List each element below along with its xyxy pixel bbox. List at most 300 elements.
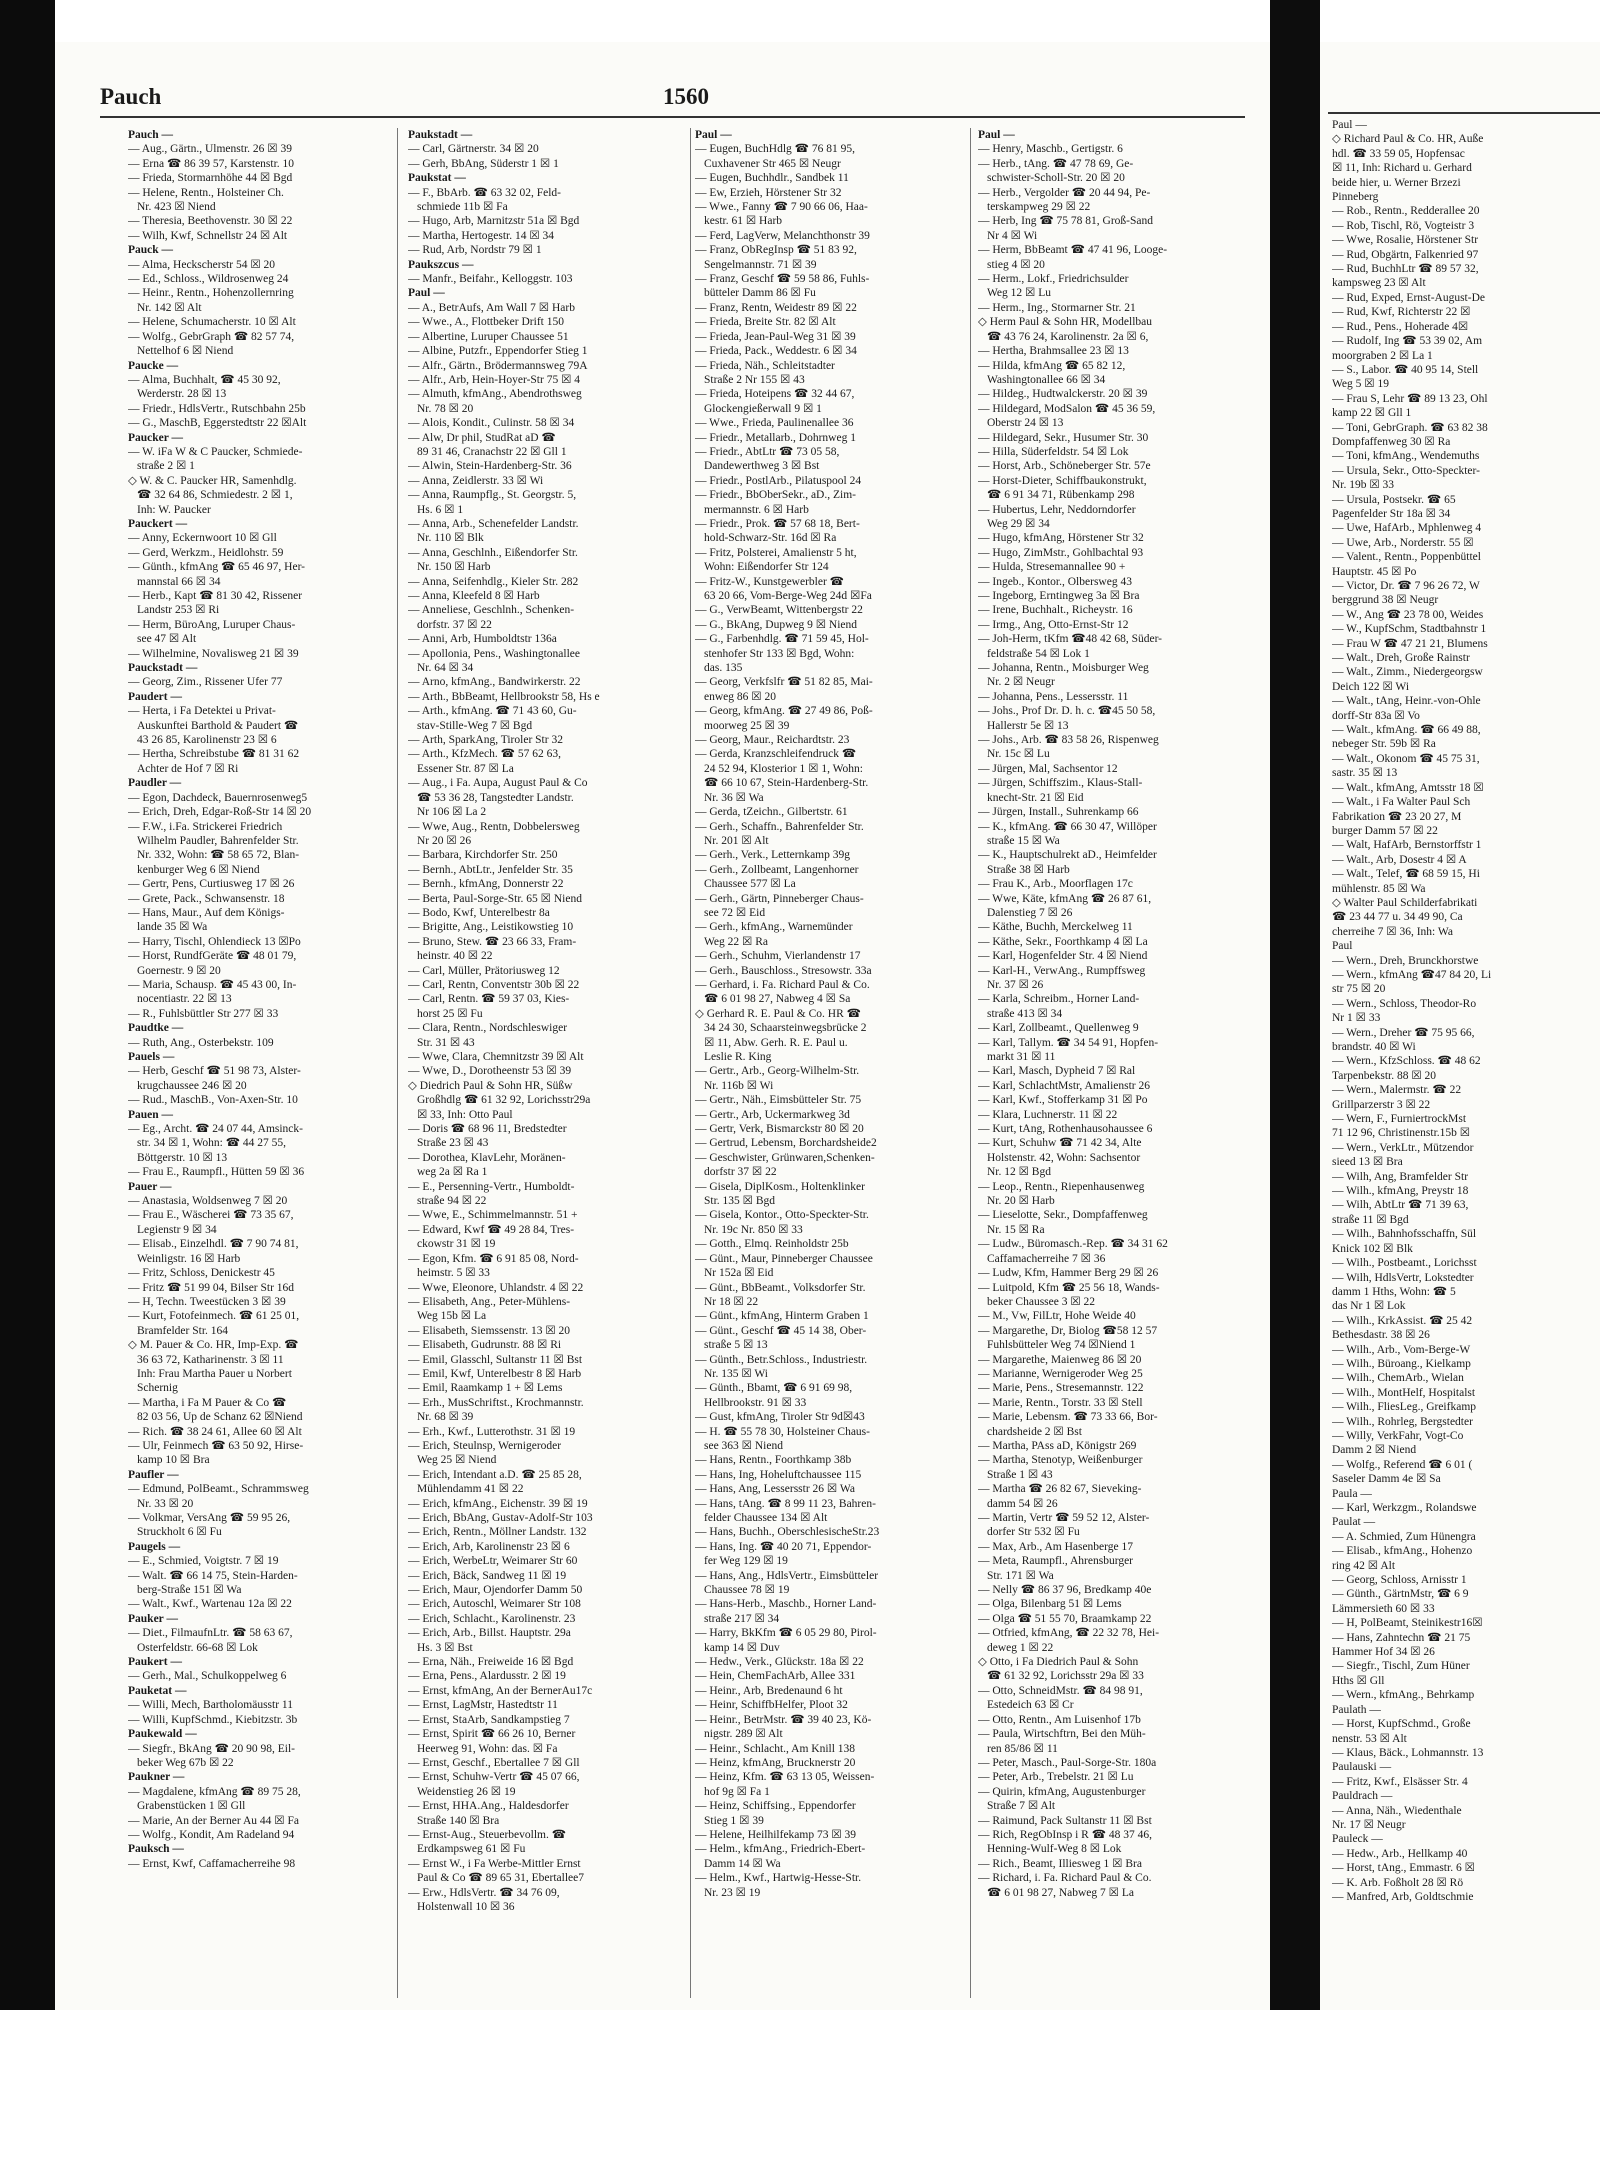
directory-entry: felder Chaussee 134 ☒ Alt bbox=[704, 1512, 828, 1524]
directory-entry: — Herb, Ing ☎ 75 78 81, Groß-Sand bbox=[978, 215, 1153, 228]
directory-entry: — Frau E., Wäscherei ☎ 73 35 67, bbox=[128, 1209, 294, 1222]
directory-entry: — Rud, Exped, Ernst-August-De bbox=[1332, 291, 1485, 304]
directory-entry: Str. 135 ☒ Bgd bbox=[704, 1195, 776, 1208]
directory-entry: Straße 38 ☒ Harb bbox=[987, 863, 1070, 876]
surname-heading: Paudler — bbox=[128, 777, 182, 790]
directory-entry: Glockengießerwall 9 ☒ 1 bbox=[704, 402, 822, 415]
directory-entry: — Wern., Dreher ☎ 75 95 66, bbox=[1332, 1026, 1475, 1039]
directory-entry: — Wilh, AbtLtr ☎ 71 39 63, bbox=[1332, 1199, 1469, 1212]
directory-entry: — Wilh., MontHelf, Hospitalst bbox=[1332, 1386, 1476, 1399]
directory-entry: — Anna, Zeidlerstr. 33 ☒ Wi bbox=[408, 474, 544, 487]
directory-entry: berg-Straße 151 ☒ Wa bbox=[137, 1584, 242, 1597]
directory-entry: — Olga, Bilenbarg 51 ☒ Lems bbox=[978, 1598, 1122, 1611]
directory-entry: — Ferd, LagVerw, Melanchthonstr 39 bbox=[695, 229, 870, 242]
directory-entry: — Nelly ☎ 86 37 96, Bredkamp 40e bbox=[978, 1584, 1152, 1597]
directory-entry: — R., Fuhlsbüttler Str 277 ☒ 33 bbox=[128, 1007, 279, 1020]
directory-entry: ☒ 33, Inh: Otto Paul bbox=[417, 1108, 513, 1121]
directory-entry: — Gerh., kfmAng., Warnemünder bbox=[695, 921, 853, 934]
directory-entry: — Marianne, Wernigeroder Weg 25 bbox=[978, 1367, 1143, 1380]
directory-entry: 43 26 85, Karolinenstr 23 ☒ 6 bbox=[137, 734, 277, 747]
directory-entry: — Wwe., A., Flottbeker Drift 150 bbox=[408, 316, 564, 329]
directory-entry: — G., Farbenhdlg. ☎ 71 59 45, Hol- bbox=[695, 633, 869, 646]
directory-entry: — Wern., Schloss, Theodor-Ro bbox=[1332, 997, 1477, 1010]
directory-entry: — Erna ☎ 86 39 57, Karstenstr. 10 bbox=[128, 157, 295, 170]
directory-entry: Mühlendamm 41 ☒ 22 bbox=[417, 1483, 524, 1496]
directory-entry: Pinneberg bbox=[1332, 191, 1379, 204]
directory-entry: — Gertr, Pens, Curtiusweg 17 ☒ 26 bbox=[128, 878, 295, 891]
directory-entry: — Gertr., Arb, Uckermarkweg 3d bbox=[695, 1108, 850, 1121]
directory-entry: Straße 2 Nr 155 ☒ 43 bbox=[704, 373, 805, 386]
directory-entry: — Berta, Paul-Sorge-Str. 65 ☒ Niend bbox=[408, 892, 582, 905]
directory-entry: — Horst, tAng., Emmastr. 6 ☒ bbox=[1332, 1862, 1475, 1875]
directory-entry: — Gerh., Bauschloss., Stresowstr. 33a bbox=[695, 964, 872, 977]
directory-entry: — Hildegard, Sekr., Husumer Str. 30 bbox=[978, 431, 1149, 444]
directory-entry: — Friedr., BbOberSekr., aD., Zim- bbox=[695, 489, 856, 502]
directory-entry: — Margarethe, Dr, Biolog ☎58 12 57 bbox=[978, 1324, 1158, 1337]
directory-entry: — Egon, Dachdeck, Bauernrosenweg5 bbox=[128, 791, 308, 804]
directory-entry: — Rud, Arb, Nordstr 79 ☒ 1 bbox=[408, 244, 542, 257]
directory-entry: ☒ 11, Abw. Gerh. R. E. Paul u. bbox=[704, 1036, 848, 1049]
directory-entry: — Ludw., Büromasch.-Rep. ☎ 34 31 62 bbox=[978, 1238, 1168, 1251]
directory-entry: — Hugo, kfmAng, Hörstener Str 32 bbox=[978, 532, 1144, 545]
right-page-header-rule bbox=[1328, 112, 1600, 114]
directory-entry: — Gerd, Werkzm., Heidlohstr. 59 bbox=[128, 546, 284, 559]
directory-entry: — Hans, Zahntechn ☎ 21 75 bbox=[1332, 1631, 1471, 1644]
directory-entry: — Gerh, BbAng, Süderstr 1 ☒ 1 bbox=[408, 157, 559, 170]
directory-entry: — Erich, kfmAng., Eichenstr. 39 ☒ 19 bbox=[408, 1497, 588, 1510]
directory-entry: — Walt., Okonom ☎ 45 75 31, bbox=[1332, 752, 1480, 765]
directory-entry: — Frieda, Breite Str. 82 ☒ Alt bbox=[695, 316, 836, 329]
directory-entry: — Egon, Kfm. ☎ 6 91 85 08, Nord- bbox=[408, 1252, 579, 1265]
directory-entry: — H, Techn. Tweestücken 3 ☒ 39 bbox=[128, 1295, 286, 1308]
directory-entry: — Karl, Tallym. ☎ 34 54 91, Hopfen- bbox=[978, 1036, 1159, 1049]
directory-entry: Nr. 2 ☒ Neugr bbox=[987, 676, 1055, 689]
directory-entry: — Gerh., Schuhm, Vierlandenstr 17 bbox=[695, 950, 861, 963]
directory-entry: Nr. 20 ☒ Harb bbox=[987, 1195, 1055, 1208]
directory-entry: — Edward, Kwf ☎ 49 28 84, Tres- bbox=[408, 1223, 575, 1236]
page-number: 1560 bbox=[663, 84, 709, 109]
surname-heading: Paul — bbox=[1332, 119, 1367, 131]
directory-entry: Inh: Frau Martha Pauer u Norbert bbox=[137, 1367, 292, 1380]
directory-entry: — Horst, Arb., Schöneberger Str. 57e bbox=[978, 460, 1151, 473]
directory-entry: dorfer Str 532 ☒ Fu bbox=[987, 1526, 1080, 1539]
surname-heading: Paul — bbox=[978, 129, 1015, 141]
directory-entry: — Erich, Bäck, Sandweg 11 ☒ 19 bbox=[408, 1569, 567, 1582]
directory-entry: — Carl, Rentn. ☎ 59 37 03, Kies- bbox=[408, 993, 570, 1006]
directory-entry: — Wern., VerkLtr., Mützendor bbox=[1332, 1141, 1474, 1154]
directory-entry: — Wwe, Rosalie, Hörstener Str bbox=[1332, 234, 1479, 247]
directory-entry: — Ernst, kfmAng, An der BernerAu17c bbox=[408, 1684, 593, 1697]
directory-entry: — Herb., tAng. ☎ 47 78 69, Ge- bbox=[978, 157, 1134, 170]
directory-entry: — Frieda, Pack., Weddestr. 6 ☒ 34 bbox=[695, 345, 857, 358]
directory-entry: — Eugen, BuchHdlg ☎ 76 81 95, bbox=[695, 143, 855, 156]
surname-heading: Paul — bbox=[695, 129, 732, 141]
directory-entry: Stieg 1 ☒ 39 bbox=[704, 1814, 764, 1827]
directory-entry: — Wilh, HdlsVertr, Lokstedter bbox=[1332, 1271, 1474, 1284]
directory-entry: — Hans, tAng. ☎ 8 99 11 23, Bahren- bbox=[695, 1497, 876, 1510]
surname-heading: Pauketat — bbox=[128, 1684, 187, 1697]
directory-entry: — Gisela, DiplKosm., Holtenklinker bbox=[695, 1180, 865, 1193]
surname-heading: Pauch — bbox=[128, 129, 174, 141]
directory-entry: — Marie, An der Berner Au 44 ☒ Fa bbox=[128, 1814, 299, 1827]
surname-heading: Paukert — bbox=[128, 1656, 182, 1669]
directory-entry: Hauptstr. 45 ☒ Po bbox=[1332, 565, 1417, 578]
directory-entry: Nr 152a ☒ Eid bbox=[704, 1267, 774, 1280]
directory-entry: weg 2a ☒ Ra 1 bbox=[417, 1166, 488, 1179]
directory-entry: — Erw., HdlsVertr. ☎ 34 76 09, bbox=[408, 1886, 560, 1899]
directory-entry: ◇ Gerhard R. E. Paul & Co. HR ☎ bbox=[695, 1007, 861, 1020]
directory-entry: Weg 25 ☒ Niend bbox=[417, 1454, 497, 1467]
directory-entry: Str. 31 ☒ 43 bbox=[417, 1036, 475, 1049]
directory-entry: — Karl, Werkzgm., Rolandswe bbox=[1332, 1502, 1477, 1514]
directory-entry: — Ed., Schloss., Wildrosenweg 24 bbox=[128, 273, 289, 286]
directory-entry: — Gerhard, i. Fa. Richard Paul & Co. bbox=[695, 978, 870, 991]
directory-entry: — Herb., Kapt ☎ 81 30 42, Rissener bbox=[128, 590, 303, 602]
directory-entry: — Walt, HafArb, Bernstorffstr 1 bbox=[1332, 839, 1482, 852]
directory-entry: Osterfeldstr. 66-68 ☒ Lok bbox=[137, 1641, 258, 1654]
directory-entry: — H. ☎ 55 78 30, Holsteiner Chaus- bbox=[695, 1425, 870, 1438]
directory-entry: — Gerh., Verk., Letternkamp 39g bbox=[695, 849, 850, 862]
directory-entry: — Hubertus, Lehr, Neddorndorfer bbox=[978, 503, 1136, 516]
directory-entry: — Carl, Müller, Prätoriusweg 12 bbox=[408, 964, 560, 977]
directory-entry: Nr 106 ☒ La 2 bbox=[417, 806, 487, 819]
directory-entry: str. 34 ☒ 1, Wohn: ☎ 44 27 55, bbox=[137, 1137, 287, 1150]
surname-heading: Pauen — bbox=[128, 1108, 174, 1121]
directory-entry: — Wwe, E., Schimmelmannstr. 51 + bbox=[408, 1209, 578, 1222]
directory-entry: burger Damm 57 ☒ 22 bbox=[1332, 824, 1438, 837]
directory-entry: Nr. 423 ☒ Niend bbox=[137, 201, 216, 214]
surname-heading: Paucke — bbox=[128, 359, 179, 372]
directory-entry: ◇ Herm Paul & Sohn HR, Modellbau bbox=[978, 316, 1152, 329]
directory-entry: — Anna, Arb., Schenefelder Landstr. bbox=[408, 517, 579, 530]
directory-entry: — E., Persenning-Vertr., Humboldt- bbox=[408, 1180, 575, 1193]
directory-entry: — Hildegard, ModSalon ☎ 45 36 59, bbox=[978, 402, 1156, 415]
directory-entry: — Wwe, D., Dorotheenstr 53 ☒ 39 bbox=[408, 1065, 572, 1078]
directory-entry: horst 25 ☒ Fu bbox=[417, 1007, 483, 1020]
directory-entry: — Käthe, Buchh, Merckelweg 11 bbox=[978, 921, 1133, 934]
directory-entry: — Franz, ObRegInsp ☎ 51 83 92, bbox=[695, 244, 857, 257]
directory-entry: — Wern., kfmAng., Behrkamp bbox=[1332, 1689, 1475, 1702]
directory-entry: — Rud, BuchhLtr ☎ 89 57 32, bbox=[1332, 263, 1479, 276]
directory-entry: terskampweg 29 ☒ 22 bbox=[987, 201, 1091, 214]
directory-entry: Nr 20 ☒ 26 bbox=[417, 834, 472, 847]
directory-entry: — Doris ☎ 68 96 11, Bredstedter bbox=[408, 1123, 567, 1136]
directory-entry: — Heinz, Kfm. ☎ 63 13 05, Weissen- bbox=[695, 1771, 875, 1784]
directory-entry: — Karl, Hogenfelder Str. 4 ☒ Niend bbox=[978, 950, 1148, 963]
right-page-column bbox=[1332, 118, 1600, 1998]
directory-entry: — Helene, Schumacherstr. 10 ☒ Alt bbox=[128, 316, 296, 329]
directory-entry: — Georg, Zim., Rissener Ufer 77 bbox=[128, 676, 283, 689]
directory-entry: — Walt., i Fa Walter Paul Sch bbox=[1332, 796, 1471, 809]
directory-entry: — Heinr., Arb, Bredenaund 6 ht bbox=[695, 1684, 843, 1697]
directory-entry: Dalenstieg 7 ☒ 26 bbox=[987, 906, 1073, 919]
directory-entry: Auskunftei Barthold & Paudert ☎ bbox=[137, 719, 299, 732]
directory-entry: — Georg, Verkfslfr ☎ 51 82 85, Mai- bbox=[695, 676, 873, 689]
directory-entry: Wilhelm Paudler, Bahrenfelder Str. bbox=[137, 834, 299, 847]
directory-entry: — M., Vw, FilLtr, Hohe Weide 40 bbox=[978, 1310, 1136, 1323]
directory-entry: — K., kfmAng. ☎ 66 30 47, Willöper bbox=[978, 820, 1157, 833]
directory-entry: Inh: W. Paucker bbox=[137, 503, 211, 516]
directory-entry: — Herb., Vergolder ☎ 20 44 94, Pe- bbox=[978, 186, 1151, 199]
surname-heading: Pauksch — bbox=[128, 1843, 184, 1856]
directory-entry: — Karl, Zollbeamt., Quellenweg 9 bbox=[978, 1022, 1139, 1035]
directory-entry: — Henry, Maschb., Gertigstr. 6 bbox=[978, 143, 1123, 156]
directory-entry: — Günt., BbBeamt., Volksdorfer Str. bbox=[695, 1281, 866, 1294]
directory-entry: Deich 122 ☒ Wi bbox=[1332, 680, 1410, 693]
directory-entry: — Erich, WerbeLtr, Weimarer Str 60 bbox=[408, 1555, 578, 1568]
directory-entry: — Siegfr., Tischl, Zum Hüner bbox=[1332, 1660, 1470, 1673]
scan-frame-left bbox=[0, 0, 55, 2010]
directory-column-2 bbox=[408, 128, 678, 1998]
directory-entry: — Erna, Pens., Alardusstr. 2 ☒ 19 bbox=[408, 1670, 566, 1683]
directory-entry: — Meta, Raumpfl., Ahrensburger bbox=[978, 1555, 1134, 1568]
directory-entry: Damm 2 ☒ Niend bbox=[1332, 1444, 1417, 1457]
surname-heading: Paukstadt — bbox=[408, 129, 473, 141]
directory-entry: — Wolfg., GebrGraph ☎ 82 57 74, bbox=[128, 330, 295, 343]
directory-entry: — Albine, Putzfr., Eppendorfer Stieg 1 bbox=[408, 345, 588, 358]
directory-entry: brandstr. 40 ☒ Wi bbox=[1332, 1041, 1416, 1053]
directory-entry: — Ernst, Schuhw-Vertr ☎ 45 07 66, bbox=[408, 1771, 580, 1784]
directory-entry: schwister-Scholl-Str. 20 ☒ 20 bbox=[987, 172, 1125, 185]
directory-entry: — Arth., kfmAng. ☎ 71 43 60, Gu- bbox=[408, 705, 577, 718]
directory-entry: — Wilh., Rohrleg, Bergstedter bbox=[1332, 1415, 1473, 1428]
directory-entry: — Wolfg., Kondit, Am Radeland 94 bbox=[128, 1828, 295, 1841]
directory-entry: Nr. 37 ☒ 26 bbox=[987, 978, 1044, 991]
directory-entry: dorfstr. 37 ☒ 22 bbox=[417, 618, 492, 631]
directory-entry: — Anni, Arb, Humboldtstr 136a bbox=[408, 633, 557, 646]
directory-entry: — Elisab., kfmAng., Hohenzo bbox=[1332, 1545, 1473, 1558]
surname-heading: Paulath — bbox=[1332, 1703, 1381, 1716]
directory-entry: — Barbara, Kirchdorfer Str. 250 bbox=[408, 849, 558, 862]
directory-entry: Nr. 23 ☒ 19 bbox=[704, 1886, 761, 1899]
directory-entry: — Wilh, Ang, Bramfelder Str bbox=[1332, 1170, 1469, 1183]
directory-entry: — Erich, Rentn., Möllner Landstr. 132 bbox=[408, 1526, 587, 1539]
directory-entry: — Martha, Hertogestr. 14 ☒ 34 bbox=[408, 229, 555, 242]
directory-entry: — Fritz ☎ 51 99 04, Bilser Str 16d bbox=[128, 1281, 295, 1294]
directory-entry: Grillparzerstr 3 ☒ 22 bbox=[1332, 1098, 1431, 1111]
directory-entry: — Gisela, Kontor., Otto-Speckter-Str. bbox=[695, 1209, 869, 1222]
directory-entry: kestr. 61 ☒ Harb bbox=[704, 215, 783, 228]
directory-entry: — Ernst, Spirit ☎ 66 26 10, Berner bbox=[408, 1728, 576, 1741]
directory-entry: — Karla, Schreibm., Horner Land- bbox=[978, 993, 1140, 1006]
directory-entry: straße 217 ☒ 34 bbox=[704, 1612, 780, 1625]
directory-entry: — Anna, Geschlnh., Eißendorfer Str. bbox=[408, 546, 578, 559]
directory-entry: — Harry, BkKfm ☎ 6 05 29 80, Pirol- bbox=[695, 1627, 877, 1640]
directory-entry: Nr. 17 ☒ Neugr bbox=[1332, 1818, 1406, 1831]
directory-entry: straße 413 ☒ 34 bbox=[987, 1007, 1063, 1020]
directory-entry: — Martha ☎ 26 82 67, Sieveking- bbox=[978, 1483, 1142, 1496]
directory-entry: Chaussee 78 ☒ 19 bbox=[704, 1584, 790, 1597]
directory-entry: — Ursula, Sekr., Otto-Speckter- bbox=[1332, 464, 1480, 477]
directory-entry: — Klara, Luchnerstr. 11 ☒ 22 bbox=[978, 1108, 1118, 1121]
directory-entry: — W., KupfSchm, Stadtbahnstr 1 bbox=[1332, 623, 1487, 636]
surname-heading: Paulat — bbox=[1332, 1516, 1376, 1529]
directory-entry: Estedeich 63 ☒ Cr bbox=[987, 1699, 1074, 1712]
directory-entry: — Erich, Intendant a.D. ☎ 25 85 28, bbox=[408, 1468, 582, 1481]
directory-entry: Goernestr. 9 ☒ 20 bbox=[137, 964, 221, 977]
directory-entry: — Wilh., Arb., Vom-Berge-W bbox=[1332, 1343, 1471, 1356]
directory-entry: — Hans, Maur., Auf dem Königs- bbox=[128, 906, 285, 919]
directory-entry: Chaussee 577 ☒ La bbox=[704, 878, 796, 891]
directory-entry: — Rob, Tischl, Rö, Vogteistr 3 bbox=[1332, 219, 1475, 232]
directory-entry: 63 20 66, Vom-Berge-Weg 24d ☒Fa bbox=[704, 590, 872, 602]
directory-entry: — Hulda, Stresemannallee 90 + bbox=[978, 561, 1126, 574]
directory-entry: Heerweg 91, Wohn: das. ☒ Fa bbox=[417, 1742, 558, 1755]
surname-heading: Pauleck — bbox=[1332, 1833, 1383, 1846]
directory-entry: — Heinr., Schlacht., Am Knill 138 bbox=[695, 1742, 856, 1755]
directory-entry: ☎ 61 32 92, Lorichsstr 29a ☒ 33 bbox=[987, 1670, 1144, 1683]
directory-entry: — Frieda, Hoteipens ☎ 32 44 67, bbox=[695, 388, 855, 401]
directory-entry: — Horst, RundfGeräte ☎ 48 01 79, bbox=[128, 950, 297, 963]
directory-entry: — Ernst, StaArb, Sandkampstieg 7 bbox=[408, 1713, 570, 1726]
directory-entry: — Gertrud, Lebensm, Borchardsheide2 bbox=[695, 1137, 877, 1150]
directory-entry: Nr. 332, Wohn: ☎ 58 65 72, Blan- bbox=[137, 849, 300, 862]
directory-entry: — Arno, kfmAng., Bandwirkerstr. 22 bbox=[408, 676, 581, 689]
directory-entry: Nr. 19c Nr. 850 ☒ 33 bbox=[704, 1223, 803, 1236]
directory-entry: — Wern, F., FurniertrockMst bbox=[1332, 1113, 1467, 1126]
directory-entry: Nr. 15c ☒ Lu bbox=[987, 748, 1050, 761]
directory-entry: — Ulr, Feinmech ☎ 63 50 92, Hirse- bbox=[128, 1439, 304, 1452]
surname-heading: Pauck — bbox=[128, 244, 174, 257]
directory-entry: — Bodo, Kwf, Unterelbestr 8a bbox=[408, 906, 550, 919]
directory-entry: — G., BkAng, Dupweg 9 ☒ Niend bbox=[695, 618, 858, 631]
directory-entry: ☎ 6 01 98 27, Nabweg 4 ☒ Sa bbox=[704, 993, 851, 1006]
directory-entry: — Klaus, Bäck., Lohmannstr. 13 bbox=[1332, 1746, 1484, 1759]
directory-entry: 82 03 56, Up de Schanz 62 ☒Niend bbox=[137, 1411, 303, 1424]
directory-entry: krugchaussee 246 ☒ 20 bbox=[137, 1079, 247, 1092]
directory-entry: — Bruno, Stew. ☎ 23 66 33, Fram- bbox=[408, 935, 577, 948]
directory-entry: — Edmund, PolBeamt., Schrammsweg bbox=[128, 1483, 309, 1496]
directory-entry: sieed 13 ☒ Bra bbox=[1332, 1156, 1403, 1169]
directory-entry: — Manfr., Beifahr., Kelloggstr. 103 bbox=[408, 273, 573, 286]
directory-entry: — Ernst, LagMstr, Hastedtstr 11 bbox=[408, 1699, 558, 1712]
directory-entry: — Gerh., Gärtn, Pinneberger Chaus- bbox=[695, 892, 864, 905]
directory-entry: Nr. 116b ☒ Wi bbox=[704, 1079, 774, 1092]
surname-heading: Paukszcus — bbox=[408, 258, 474, 271]
directory-entry: — Alfr., Arb, Hein-Hoyer-Str 75 ☒ 4 bbox=[408, 373, 581, 386]
directory-entry: — Friedr., HdlsVertr., Rutschbahn 25b bbox=[128, 402, 306, 415]
directory-entry: hdl. ☎ 33 59 05, Hopfensac bbox=[1332, 147, 1465, 160]
directory-entry: — Friedr., PostlArb., Pilatuspool 24 bbox=[695, 474, 862, 487]
directory-entry: Nr. 135 ☒ Wi bbox=[704, 1367, 768, 1380]
directory-entry: — Erh., MusSchriftst., Krochmannstr. bbox=[408, 1396, 584, 1409]
directory-entry: Nr. 110 ☒ Blk bbox=[417, 532, 484, 545]
directory-entry: Paul & Co ☎ 89 65 31, Ebertallee7 bbox=[417, 1872, 584, 1885]
directory-entry: feldstraße 54 ☒ Lok 1 bbox=[987, 647, 1090, 660]
directory-entry: Werderstr. 28 ☒ 13 bbox=[137, 388, 227, 401]
directory-entry: — Alfr., Gärtn., Brödermannsweg 79A bbox=[408, 359, 588, 372]
directory-entry: — Hedw., Arb., Hellkamp 40 bbox=[1332, 1847, 1468, 1860]
directory-entry: Bethesdastr. 38 ☒ 26 bbox=[1332, 1329, 1430, 1342]
directory-entry: — Almuth, kfmAng., Abendrothsweg bbox=[408, 388, 582, 401]
directory-entry: Nr 18 ☒ 22 bbox=[704, 1295, 759, 1308]
directory-entry: deweg 1 ☒ 22 bbox=[987, 1641, 1054, 1654]
directory-entry: — Friedr., AbtLtr ☎ 73 05 58, bbox=[695, 445, 840, 458]
directory-entry: — Lieselotte, Sekr., Dompfaffenweg bbox=[978, 1209, 1148, 1222]
directory-entry: — Erich, Autoschl, Weimarer Str 108 bbox=[408, 1598, 581, 1611]
directory-entry: Weg 15b ☒ La bbox=[417, 1310, 487, 1323]
directory-entry: — Harry, Tischl, Ohlendieck 13 ☒Po bbox=[128, 935, 301, 948]
directory-entry: schmiede 11b ☒ Fa bbox=[417, 201, 508, 214]
directory-entry: — Marie, Lebensm. ☎ 73 33 66, Bor- bbox=[978, 1411, 1158, 1424]
directory-entry: 36 63 72, Katharinenstr. 3 ☒ 11 bbox=[137, 1353, 284, 1366]
directory-entry: ☎ 43 76 24, Karolinenstr. 2a ☒ 6, bbox=[987, 330, 1149, 343]
directory-entry: beker Weg 67b ☒ 22 bbox=[137, 1756, 234, 1769]
directory-entry: — Herm., Lokf., Friedrichsulder bbox=[978, 273, 1129, 286]
directory-entry: ◇ Richard Paul & Co. HR, Auße bbox=[1332, 133, 1484, 146]
directory-entry: — Brigitte, Ang., Leistikowstieg 10 bbox=[408, 921, 574, 934]
surname-heading: Paudert — bbox=[128, 690, 182, 703]
directory-entry: — Alma, Heckscherstr 54 ☒ 20 bbox=[128, 258, 276, 271]
directory-entry: — Otfried, kfmAng, ☎ 22 32 78, Hei- bbox=[978, 1627, 1160, 1640]
directory-entry: — Ernst-Aug., Steuerbevollm. ☎ bbox=[408, 1828, 567, 1841]
directory-entry: Erdkampsweg 61 ☒ Fu bbox=[417, 1843, 526, 1856]
directory-entry: — Ew, Erzieh, Hörstener Str 32 bbox=[695, 186, 842, 199]
directory-entry: Weg 22 ☒ Ra bbox=[704, 935, 768, 948]
directory-entry: — Arth., BbBeamt, Hellbrookstr 58, Hs e bbox=[408, 690, 600, 703]
directory-entry: mühlenstr. 85 ☒ Wa bbox=[1332, 882, 1426, 895]
directory-entry: — Anna, Kleefeld 8 ☒ Harb bbox=[408, 590, 540, 602]
directory-entry: — W., Ang ☎ 23 78 00, Weides bbox=[1332, 608, 1484, 621]
directory-entry: nebeger Str. 59b ☒ Ra bbox=[1332, 738, 1436, 751]
directory-entry: — Olga ☎ 51 55 70, Braamkamp 22 bbox=[978, 1612, 1152, 1625]
directory-entry: — Arth, SparkAng, Tiroler Str 32 bbox=[408, 734, 563, 747]
directory-entry: — Martha, i Fa M Pauer & Co ☎ bbox=[128, 1396, 287, 1409]
directory-entry: — Quirin, kfmAng, Augustenburger bbox=[978, 1785, 1146, 1798]
directory-entry: ◇ Diedrich Paul & Sohn HR, Süßw bbox=[408, 1079, 573, 1092]
directory-entry: kamp 10 ☒ Bra bbox=[137, 1454, 210, 1467]
directory-entry: Weinligstr. 16 ☒ Harb bbox=[137, 1252, 241, 1265]
directory-entry: — Johs., Arb. ☎ 83 58 26, Rispenweg bbox=[978, 734, 1159, 747]
directory-entry: — Erich, Steulnsp, Wernigeroder bbox=[408, 1439, 562, 1452]
directory-entry: — Frau W ☎ 47 21 21, Blumens bbox=[1332, 637, 1488, 650]
directory-entry: ☎ 6 91 34 71, Rübenkamp 298 bbox=[987, 489, 1135, 502]
surname-heading: Paukner — bbox=[128, 1771, 185, 1784]
directory-entry: — K., Hauptschulrekt aD., Heimfelder bbox=[978, 849, 1157, 862]
directory-entry: Nr 1 ☒ 33 bbox=[1332, 1012, 1381, 1025]
directory-entry: Henning-Wulf-Weg 8 ☒ Lok bbox=[987, 1843, 1122, 1856]
directory-entry: — Fritz, Polsterei, Amalienstr 5 ht, bbox=[695, 546, 857, 559]
directory-entry: — Wern., kfmAng ☎47 84 20, Li bbox=[1332, 968, 1492, 981]
directory-entry: ◇ Otto, i Fa Diedrich Paul & Sohn bbox=[978, 1656, 1139, 1669]
directory-entry: sastr. 35 ☒ 13 bbox=[1332, 767, 1398, 780]
directory-entry: — Günth., Bbamt, ☎ 6 91 69 98, bbox=[695, 1382, 853, 1395]
running-head: Pauch bbox=[100, 84, 162, 109]
directory-entry: — Max, Arb., Am Hasenberge 17 bbox=[978, 1540, 1134, 1553]
directory-entry: — Walt. ☎ 66 14 75, Stein-Harden- bbox=[128, 1569, 298, 1582]
directory-entry: kamp 14 ☒ Duv bbox=[704, 1641, 780, 1654]
directory-entry: Hallerstr 5e ☒ 13 bbox=[987, 719, 1069, 732]
directory-entry: — Paula, Wirtschftrn, Bei den Müh- bbox=[978, 1728, 1146, 1741]
directory-entry: chardsheide 2 ☒ Bst bbox=[987, 1425, 1082, 1438]
directory-entry: Dompfaffenweg 30 ☒ Ra bbox=[1332, 435, 1451, 448]
directory-entry: — Rud, Obgärtn, Falkenried 97 bbox=[1332, 248, 1479, 261]
directory-entry: — Johanna, Rentn., Moisburger Weg bbox=[978, 662, 1149, 675]
directory-entry: — Wwe, Eleonore, Uhlandstr. 4 ☒ 22 bbox=[408, 1281, 584, 1294]
directory-entry: Landstr 253 ☒ Ri bbox=[137, 604, 220, 617]
directory-entry: — Wilh., Postbeamt., Lorichsst bbox=[1332, 1257, 1477, 1270]
directory-entry: — Helene, Rentn., Holsteiner Ch. bbox=[128, 186, 284, 199]
directory-entry: — Karl, Masch, Dypheid 7 ☒ Ral bbox=[978, 1065, 1136, 1078]
directory-entry: Nr. 78 ☒ 20 bbox=[417, 402, 474, 415]
directory-entry: Hs. 6 ☒ 1 bbox=[417, 503, 464, 516]
directory-entry: — Gerda, Kranzschleifendruck ☎ bbox=[695, 748, 857, 761]
directory-entry: Böttgerstr. 10 ☒ 13 bbox=[137, 1151, 228, 1164]
directory-entry: — Emil, Glasschl, Sultanstr 11 ☒ Bst bbox=[408, 1353, 583, 1366]
directory-entry: — Willi, KupfSchmd., Kiebitzstr. 3b bbox=[128, 1713, 298, 1726]
directory-entry: — A. Schmied, Zum Hünengra bbox=[1332, 1530, 1476, 1543]
directory-entry: — F.W., i.Fa. Strickerei Friedrich bbox=[128, 820, 283, 833]
